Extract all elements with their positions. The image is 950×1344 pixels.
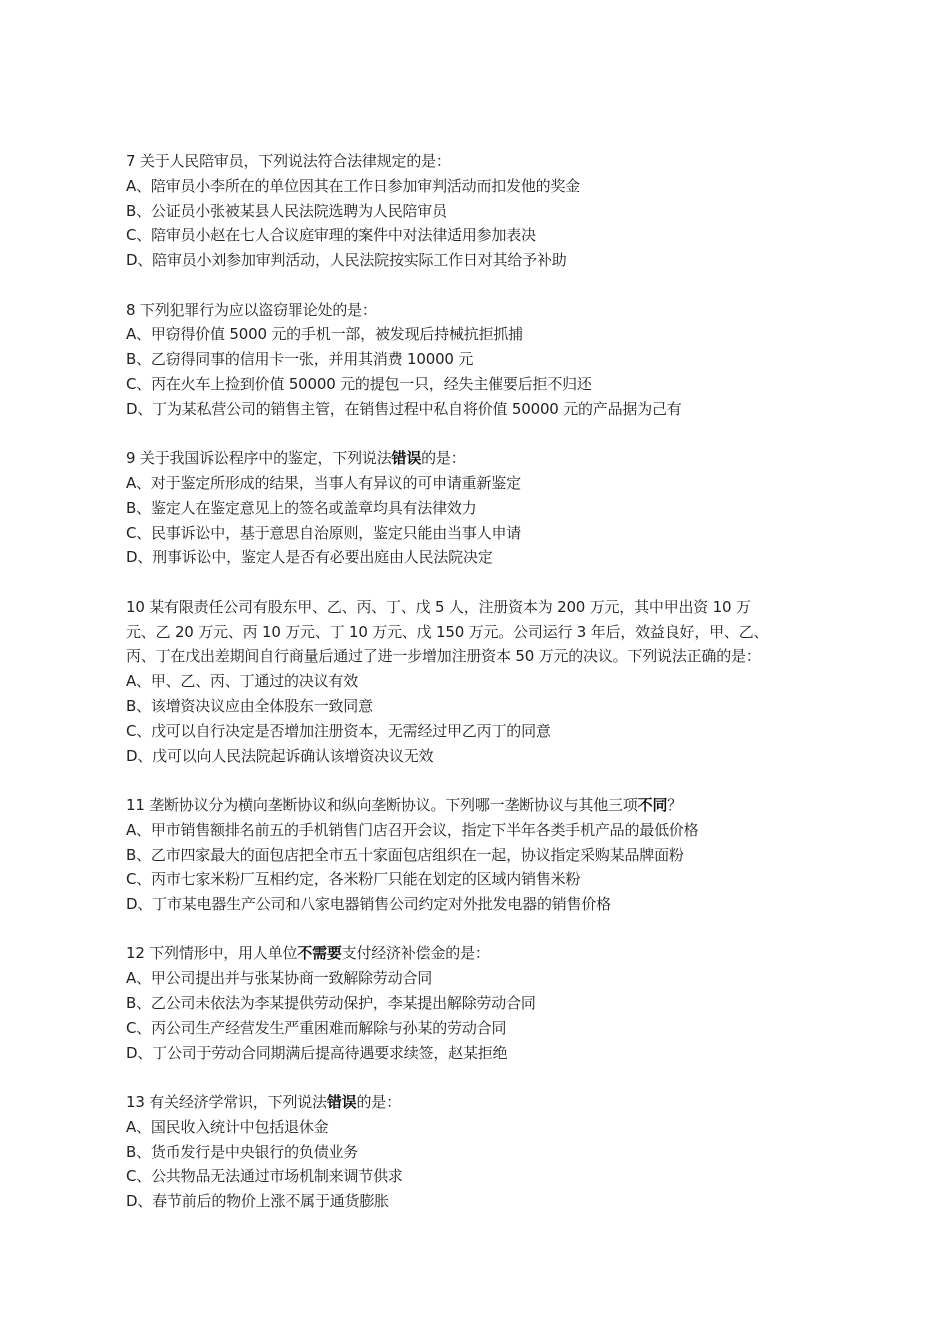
- option-c: C、民事诉讼中，基于意思自治原则，鉴定只能由当事人申请: [126, 523, 522, 542]
- stem-line: 11 垄断协议分为横向垄断协议和纵向垄断协议。下列哪一垄断协议与其他三项不同？: [126, 795, 683, 814]
- option-a: A、国民收入统计中包括退休金: [126, 1117, 329, 1136]
- question-9: [126, 446, 836, 570]
- question-stem: [126, 595, 836, 669]
- question-7: [126, 149, 836, 273]
- option-b: B、乙公司未依法为李某提供劳动保护，李某提出解除劳动合同: [126, 994, 536, 1013]
- question-stem: [126, 149, 836, 174]
- stem-line: 7 关于人民陪审员，下列说法符合法律规定的是：: [126, 152, 451, 170]
- question-11: [126, 793, 836, 917]
- option-d: D、春节前后的物价上涨不属于通货膨胀: [126, 1192, 389, 1211]
- stem-line: 9 关于我国诉讼程序中的鉴定，下列说法错误的是：: [126, 449, 466, 468]
- document-page: [126, 149, 836, 1239]
- option-a: A、甲公司提出并与张某协商一致解除劳动合同: [126, 969, 433, 988]
- option-d: D、丁市某电器生产公司和八家电器销售公司约定对外批发电器的销售价格: [126, 895, 611, 914]
- question-8: [126, 298, 836, 422]
- question-stem: [126, 941, 836, 966]
- stem-line: 12 下列情形中，用人单位不需要支付经济补偿金的是：: [126, 944, 490, 963]
- question-12: [126, 941, 836, 1065]
- option-d: D、陪审员小刘参加审判活动，人民法院按实际工作日对其给予补助: [126, 251, 567, 270]
- stem-line: 13 有关经济学常识，下列说法错误的是：: [126, 1093, 401, 1112]
- option-d: D、丁公司于劳动合同期满后提高待遇要求续签，赵某拒绝: [126, 1043, 508, 1062]
- stem-line: 10 某有限责任公司有股东甲、乙、丙、丁、戊 5 人，注册资本为 200 万元，其中甲出资 10 万: [126, 597, 751, 616]
- option-a: A、甲市销售额排名前五的手机销售门店召开会议，指定下半年各类手机产品的最低价格: [126, 820, 699, 839]
- question-stem: [126, 1090, 836, 1115]
- option-c: C、戊可以自行决定是否增加注册资本，无需经过甲乙丙丁的同意: [126, 721, 551, 740]
- question-stem: [126, 446, 836, 471]
- option-a: A、对于鉴定所形成的结果，当事人有异议的可申请重新鉴定: [126, 473, 521, 492]
- option-d: D、丁为某私营公司的销售主管，在销售过程中私自将价值 50000 元的产品据为己有: [126, 399, 682, 418]
- option-a: A、陪审员小李所在的单位因其在工作日参加审判活动而扣发他的奖金: [126, 176, 581, 195]
- option-b: B、公证员小张被某县人民法院选聘为人民陪审员: [126, 201, 447, 220]
- option-c: C、陪审员小赵在七人合议庭审理的案件中对法律适用参加表决: [126, 226, 536, 245]
- option-c: C、丙在火车上捡到价值 50000 元的提包一只，经失主催要后拒不归还: [126, 374, 592, 393]
- option-b: B、乙市四家最大的面包店把全市五十家面包店组织在一起，协议指定采购某品牌面粉: [126, 845, 684, 864]
- option-a: A、甲窃得价值 5000 元的手机一部，被发现后持械抗拒抓捕: [126, 325, 523, 344]
- option-b: B、乙窃得同事的信用卡一张，并用其消费 10000 元: [126, 350, 474, 369]
- stem-line: 元、乙 20 万元、丙 10 万元、丁 10 万元、戊 150 万元。公司运行 3 年后，效益良好，甲、乙、: [126, 622, 769, 641]
- question-13: [126, 1090, 836, 1214]
- stem-line: 8 下列犯罪行为应以盗窃罪论处的是：: [126, 300, 377, 319]
- option-d: D、刑事诉讼中，鉴定人是否有必要出庭由人民法院决定: [126, 548, 493, 567]
- option-b: B、鉴定人在鉴定意见上的签名或盖章均具有法律效力: [126, 498, 477, 517]
- option-d: D、戊可以向人民法院起诉确认该增资决议无效: [126, 746, 434, 765]
- question-stem: [126, 298, 836, 323]
- stem-line: 丙、丁在戊出差期间自行商量后通过了进一步增加注册资本 50 万元的决议。下列说法正确的是：: [126, 647, 761, 666]
- option-c: C、公共物品无法通过市场机制来调节供求: [126, 1167, 403, 1186]
- question-stem: [126, 793, 836, 818]
- option-b: B、该增资决议应由全体股东一致同意: [126, 696, 373, 715]
- question-10: [126, 595, 836, 769]
- option-c: C、丙市七家米粉厂互相约定，各米粉厂只能在划定的区域内销售米粉: [126, 870, 581, 889]
- option-c: C、丙公司生产经营发生严重困难而解除与孙某的劳动合同: [126, 1018, 507, 1037]
- option-a: A、甲、乙、丙、丁通过的决议有效: [126, 672, 359, 691]
- option-b: B、货币发行是中央银行的负债业务: [126, 1142, 359, 1161]
